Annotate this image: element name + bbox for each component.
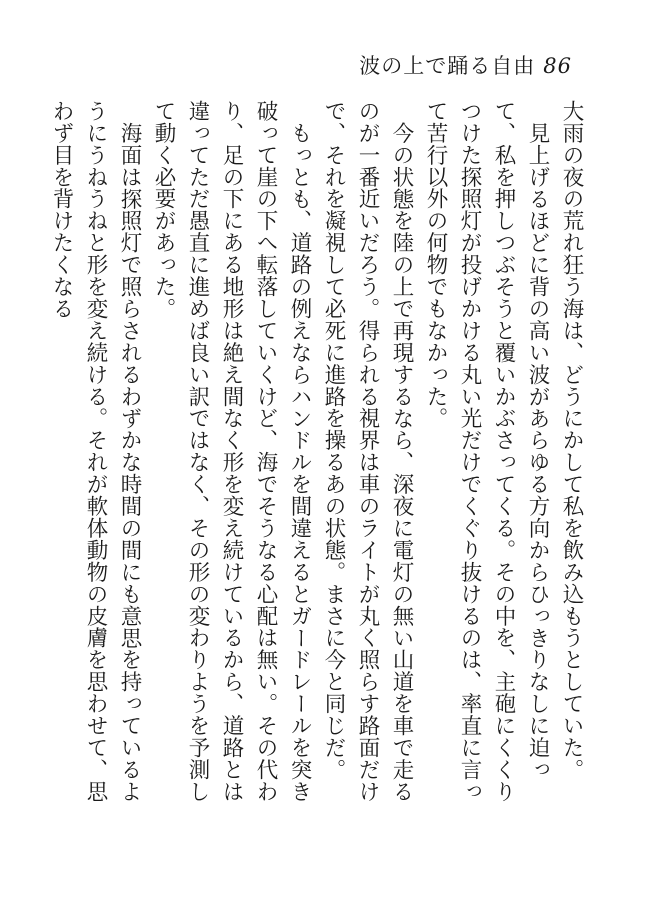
running-head (359, 52, 572, 80)
body-text (48, 100, 588, 820)
paragraph-2: 見上げるほどに背の高い波があらゆる方向からひっきりなしに迫って、私を押しつぶそうと覆いかぶさってくる。その中を、主砲にくくりつけた探照灯が投げかける丸い光だけでくぐり抜けるのは、率直に言って苦行以外の何物でもなかった。 (423, 100, 550, 803)
paragraph-5: 海面は探照灯で照らされるわずかな時間の間にも意思を持っているようにうねうねと形を変え続ける。それが軟体動物の皮膚を思わせて、思わず目を背けたくなる (49, 100, 142, 803)
paragraph-1: 大雨の夜の荒れ狂う海は、どうにかして私を飲み込もうとしていた。 (559, 100, 584, 781)
chapter-title: 波の上で踊る自由 (359, 54, 536, 78)
paragraph-3: 今の状態を陸の上で再現するなら、深夜に電灯の無い山道を車で走るのが一番近いだろう。得られる視界は車のライトが丸く照らす路面だけで、それを凝視して必死に進路を操るあの状態。まさに今と同じだ。 (321, 100, 414, 803)
paragraph-4: もっとも、道路の例えならハンドルを間違えるとガードレールを突き破って崖の下へ転落していくけど、海でそうなる心配は無い。その代わり、足の下にある地形は絶え間なく形を変え続けているから、道路とは違ってただ愚直に進めば良い訳ではなく、その形の変わりようを予測して動く必要があった。 (151, 100, 312, 803)
page-number: 86 (543, 54, 572, 78)
